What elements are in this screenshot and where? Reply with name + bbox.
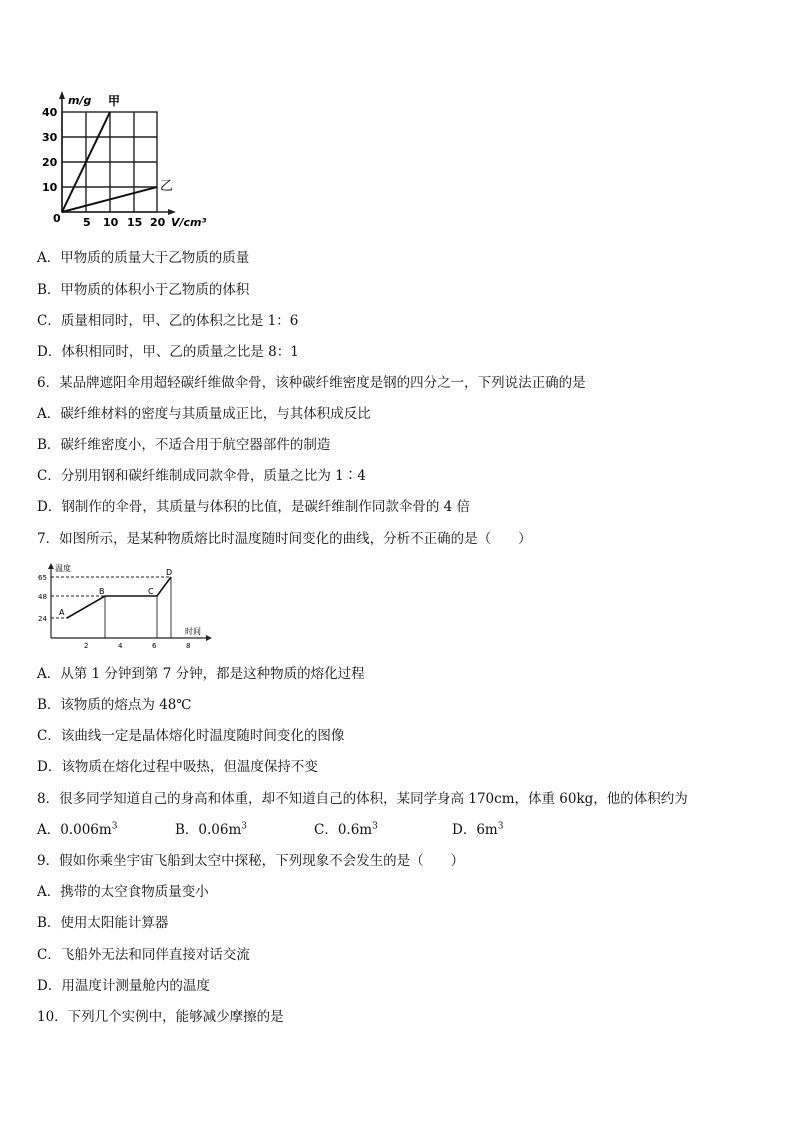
q9-option-a: A．携带的太空食物质量变小 bbox=[37, 884, 209, 900]
series-yi-label: 乙 bbox=[160, 179, 174, 194]
q9-stem: 9．假如你乘坐宇宙飞船到太空中探秘，下列现象不会发生的是（ ） bbox=[37, 853, 465, 869]
q5-option-b: B．甲物质的体积小于乙物质的体积 bbox=[37, 282, 250, 298]
q6-stem: 6．某品牌遮阳伞用超轻碳纤维做伞骨，该种碳纤维密度是钢的四分之一，下列说法正确的是 bbox=[37, 375, 586, 391]
q8-option-b: B．$0.06m^3$ bbox=[175, 821, 248, 838]
x-tick-4: 4 bbox=[118, 642, 123, 650]
x-axis-label: V/cm³ bbox=[171, 216, 207, 229]
y-tick-40: 40 bbox=[42, 106, 58, 119]
q5-option-d: D．体积相同时，甲、乙的质量之比是 8：1 bbox=[37, 344, 299, 360]
q7-stem: 7．如图所示，是某种物质熔比时温度随时间变化的曲线，分析不正确的是（ ） bbox=[37, 531, 532, 547]
q7-option-c: C．该曲线一定是晶体熔化时温度随时间变化的图像 bbox=[37, 728, 345, 744]
q8-option-c: C．$0.6m^3$ bbox=[314, 821, 378, 838]
point-label-b: B bbox=[99, 587, 105, 596]
q7-option-b: B．该物质的熔点为 48℃ bbox=[37, 697, 192, 713]
point-label-d: D bbox=[166, 568, 173, 577]
q8-stem: 8．很多同学知道自己的身高和体重，却不知道自己的体积，某同学身高 170cm，体重 60kg，他的体积约为 bbox=[37, 791, 688, 807]
q9-option-c: C．飞船外无法和同伴直接对话交流 bbox=[37, 947, 250, 963]
x-axis-label-time: 时间 bbox=[185, 627, 201, 636]
y-tick-65: 65 bbox=[38, 574, 47, 582]
x-tick-6: 6 bbox=[152, 642, 157, 650]
q8-option-d: D．$6m^3$ bbox=[452, 821, 504, 838]
y-axis-label: m/g bbox=[68, 94, 92, 107]
melting-curve-graph bbox=[35, 562, 215, 654]
q5-option-c: C．质量相同时，甲、乙的体积之比是 1：6 bbox=[37, 313, 299, 329]
q9-option-d: D．用温度计测量舱内的温度 bbox=[37, 978, 210, 994]
x-tick-15: 15 bbox=[127, 216, 143, 229]
x-tick-10: 10 bbox=[103, 216, 119, 229]
melting-curve-line bbox=[67, 577, 171, 618]
q8-options bbox=[0, 821, 794, 839]
x-tick-0: 0 bbox=[53, 212, 61, 225]
q5-option-a: A．甲物质的质量大于乙物质的质量 bbox=[37, 250, 250, 266]
x-tick-20: 20 bbox=[150, 216, 166, 229]
series-jia-label: 甲 bbox=[108, 94, 121, 108]
y-tick-48: 48 bbox=[38, 593, 47, 601]
y-tick-20: 20 bbox=[42, 156, 58, 169]
q8-option-a: A．$0.006m^3$ bbox=[37, 821, 118, 838]
mass-volume-graph bbox=[40, 88, 220, 233]
x-tick-8: 8 bbox=[186, 642, 191, 650]
y-tick-10: 10 bbox=[42, 181, 58, 194]
point-label-c: C bbox=[148, 587, 154, 596]
q6-option-b: B．碳纤维密度小，不适合用于航空器部件的制造 bbox=[37, 437, 331, 453]
y-axis-label-temperature: 温度 bbox=[55, 564, 71, 573]
q7-option-a: A．从第 1 分钟到第 7 分钟，都是这种物质的熔化过程 bbox=[37, 666, 365, 682]
q6-option-d: D．钢制作的伞骨，其质量与体积的比值，是碳纤维制作同款伞骨的 4 倍 bbox=[37, 499, 470, 515]
x-tick-5: 5 bbox=[83, 216, 91, 229]
x-tick-2: 2 bbox=[84, 642, 89, 650]
point-label-a: A bbox=[59, 608, 65, 617]
y-tick-24: 24 bbox=[38, 615, 47, 623]
y-tick-30: 30 bbox=[42, 131, 58, 144]
q7-option-d: D．该物质在熔化过程中吸热，但温度保持不变 bbox=[37, 759, 318, 775]
q6-option-c: C．分别用钢和碳纤维制成同款伞骨，质量之比为 1∶4 bbox=[37, 468, 366, 484]
q10-stem: 10．下列几个实例中，能够减少摩擦的是 bbox=[37, 1009, 284, 1025]
q9-option-b: B．使用太阳能计算器 bbox=[37, 915, 169, 931]
q6-option-a: A．碳纤维材料的密度与其质量成正比，与其体积成反比 bbox=[37, 406, 371, 422]
